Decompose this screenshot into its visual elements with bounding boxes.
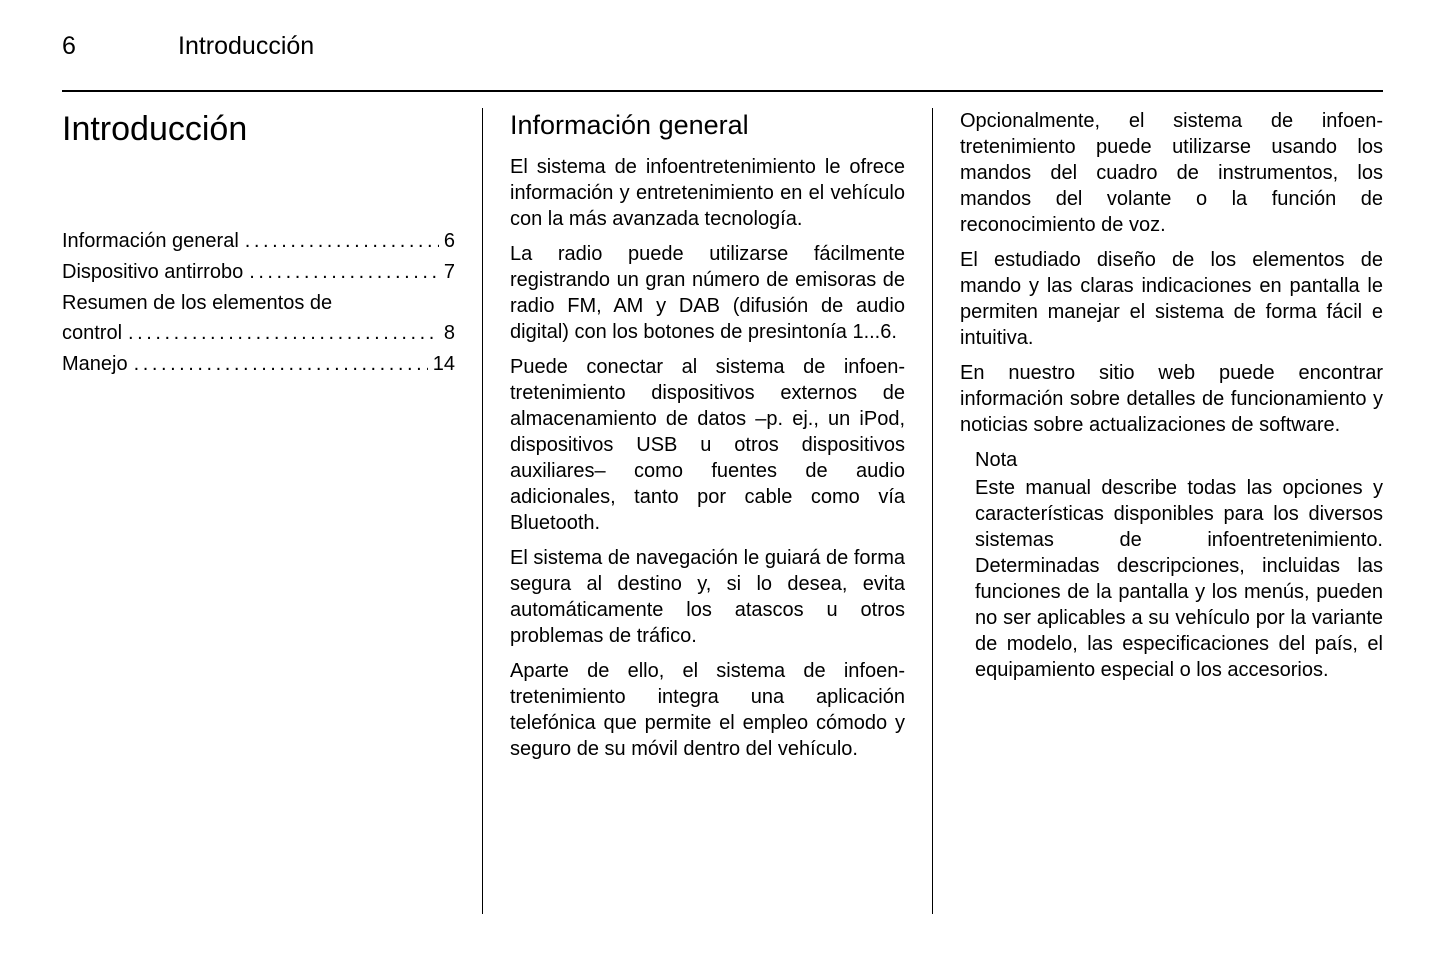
paragraph: El sistema de infoentretenimiento le ofrece información y entretenimiento en el vehículo con la más avanzada tecnología. [510, 156, 905, 230]
toc-item-label: Información general [62, 230, 239, 252]
paragraph: En nuestro sitio web puede encontrar información sobre detalles de funcionamiento y noticias sobre actualizaciones de software. [960, 362, 1383, 436]
note-block [960, 447, 1383, 683]
general-info-column [510, 108, 905, 771]
table-of-contents [62, 226, 455, 379]
chapter-title: Introducción [62, 110, 248, 148]
toc-dot-leader [128, 318, 439, 348]
toc-item-label: Manejo [62, 353, 128, 375]
toc-item [62, 349, 455, 379]
paragraph: Opcionalmente, el sistema de infoentretenimiento puede utilizarse usando los mandos del cuadro de instrumentos, los mandos del volante o la función de reconocimiento de voz. [960, 110, 1383, 236]
paragraph: El estudiado diseño de los elementos de mando y las claras indicaciones en pantalla le permiten manejar el sistema de forma fácil e intuitiva. [960, 249, 1383, 349]
continuation-column [960, 108, 1383, 683]
toc-item [62, 226, 455, 256]
toc-item [62, 257, 455, 287]
toc-dot-leader [134, 349, 428, 379]
toc-item [62, 288, 455, 348]
running-header-title: Introducción [178, 32, 315, 60]
toc-page-number: 7 [443, 261, 455, 283]
toc-item-label: Dispositivo antirrobo [62, 261, 244, 283]
page-number: 6 [62, 32, 76, 60]
note-text: Este manual describe todas las opciones y características disponibles para los diversos sistemas de infoentretenimiento. Determinadas descripciones, incluidas las funciones de la pantalla y los menús, pueden no ser aplicables a su vehículo por la variante de modelo, las especificaciones del país, el equipamiento especial o los accesorios. [975, 477, 1383, 681]
toc-item-label: Resumen de los elementos de [62, 292, 333, 314]
toc-page-number: 14 [432, 353, 455, 375]
section-title: Información general [510, 110, 749, 140]
paragraph: El sistema de navegación le guiará de forma segura al destino y, si lo desea, evita automáticamente los atascos u otros problemas de tráfico. [510, 547, 905, 647]
paragraph: La radio puede utilizarse fácilmente registrando un gran número de emisoras de radio FM, AM y DAB (difusión de audio digital) con los botones de presintonía 1...6. [510, 243, 905, 343]
column-divider [482, 108, 483, 914]
paragraph: Puede conectar al sistema de infoentretenimiento dispositivos externos de almacenamiento de datos –p. ej., un iPod, dispositivos USB u otros dispositivos auxiliares– como fuentes de audio adicionales, tanto por cable como vía Bluetooth. [510, 356, 905, 534]
toc-page-number: 8 [443, 322, 455, 344]
note-title: Nota [975, 449, 1018, 471]
paragraph: Aparte de ello, el sistema de infoentretenimiento integra una aplicación telefónica que permite el empleo cómodo y seguro de su móvil dentro del vehículo. [510, 660, 905, 760]
toc-page-number: 6 [443, 230, 455, 252]
toc-dot-leader [249, 257, 439, 287]
toc-dot-leader [245, 226, 439, 256]
toc-item-label: control [62, 322, 123, 344]
page-body [0, 92, 1445, 914]
toc-column [62, 108, 455, 380]
running-header [0, 0, 1445, 92]
column-divider [932, 108, 933, 914]
